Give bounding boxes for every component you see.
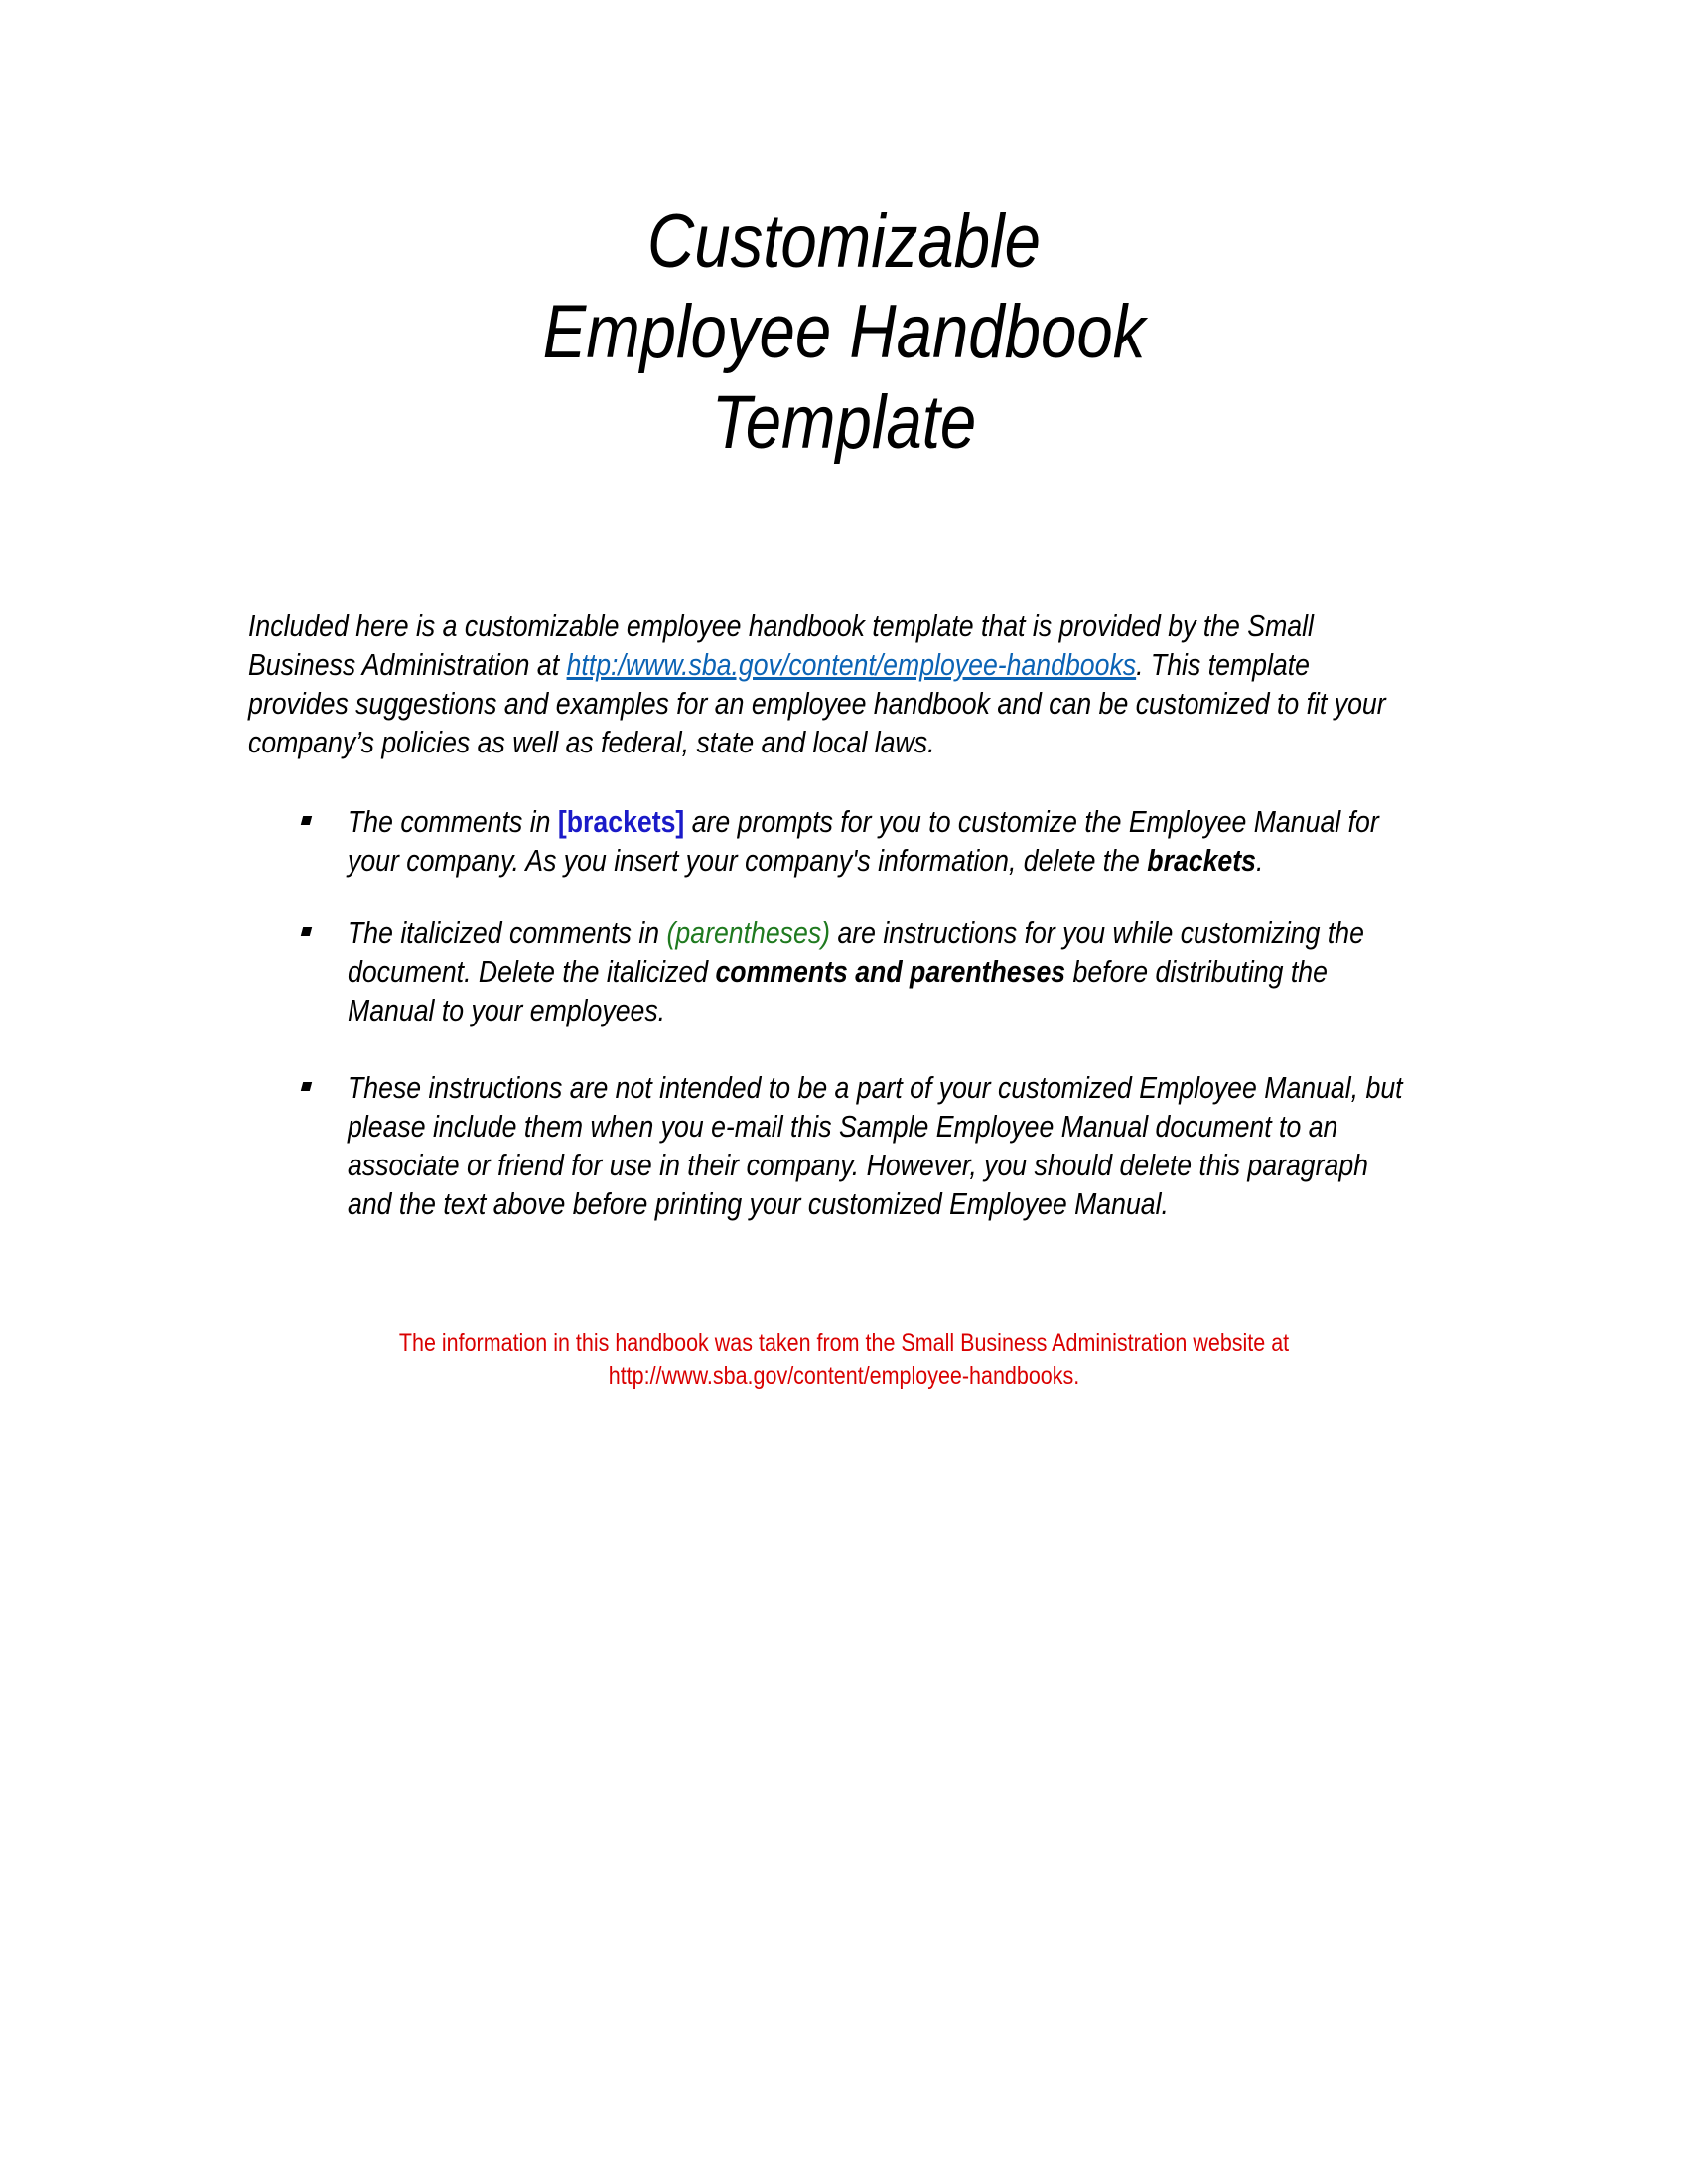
instruction-text <box>348 913 1364 1029</box>
comments-parentheses-bold: comments and parentheses <box>715 954 1066 989</box>
text-run: before distributing the <box>1065 954 1328 989</box>
instruction-line <box>348 841 1379 880</box>
text-run: document. Delete the italicized <box>348 954 716 989</box>
brackets-highlight: [brackets] <box>557 804 685 839</box>
title-line-3: Template <box>711 380 977 465</box>
document-title <box>118 197 1570 468</box>
intro-line-3: provides suggestions and examples for an employee handbook and can be customized to fit your <box>248 686 1386 721</box>
sba-handbook-link[interactable]: http:/www.sba.gov/content/employee-handbooks <box>566 647 1137 682</box>
square-bullet-icon <box>301 927 312 936</box>
source-note <box>118 1327 1570 1393</box>
instruction-line <box>348 913 1364 952</box>
instruction-line: associate or friend for use in their company. However, you should delete this paragraph <box>348 1148 1368 1182</box>
brackets-bold: brackets <box>1147 843 1256 878</box>
text-run: . <box>1255 843 1264 878</box>
text-run: are prompts for you to customize the Employee Manual for <box>684 804 1379 839</box>
title-line-1: Customizable <box>647 200 1041 284</box>
intro-line-1: Included here is a customizable employee handbook template that is provided by the Small <box>248 609 1314 643</box>
instruction-line: These instructions are not intended to be a part of your customized Employee Manual, but <box>348 1070 1403 1105</box>
text-run: The comments in <box>348 804 558 839</box>
instruction-line: and the text above before printing your customized Employee Manual. <box>348 1186 1169 1221</box>
intro-paragraph <box>248 607 1386 761</box>
parentheses-highlight: (parentheses) <box>666 915 831 950</box>
instruction-text <box>348 1068 1403 1223</box>
source-note-line-1: The information in this handbook was taken from the Small Business Administration website at <box>398 1329 1290 1357</box>
intro-line-2 <box>248 645 1310 684</box>
title-line-2: Employee Handbook <box>542 290 1146 374</box>
instruction-text <box>348 802 1379 880</box>
square-bullet-icon <box>301 816 312 825</box>
intro-line-2-start: Business Administration at <box>248 647 567 682</box>
source-note-line-2: http://www.sba.gov/content/employee-handbooks. <box>608 1362 1080 1390</box>
text-run: The italicized comments in <box>348 915 667 950</box>
instruction-line <box>348 802 1379 841</box>
instruction-line: please include them when you e-mail this Sample Employee Manual document to an <box>348 1109 1338 1144</box>
intro-line-4: company’s policies as well as federal, state and local laws. <box>248 725 935 759</box>
intro-line-2-end: . This template <box>1136 647 1310 682</box>
instruction-line <box>348 952 1364 991</box>
text-run: your company. As you insert your company's information, delete the <box>348 843 1148 878</box>
text-run: are instructions for you while customizing the <box>830 915 1364 950</box>
instruction-line: Manual to your employees. <box>348 993 666 1027</box>
square-bullet-icon <box>301 1082 312 1091</box>
